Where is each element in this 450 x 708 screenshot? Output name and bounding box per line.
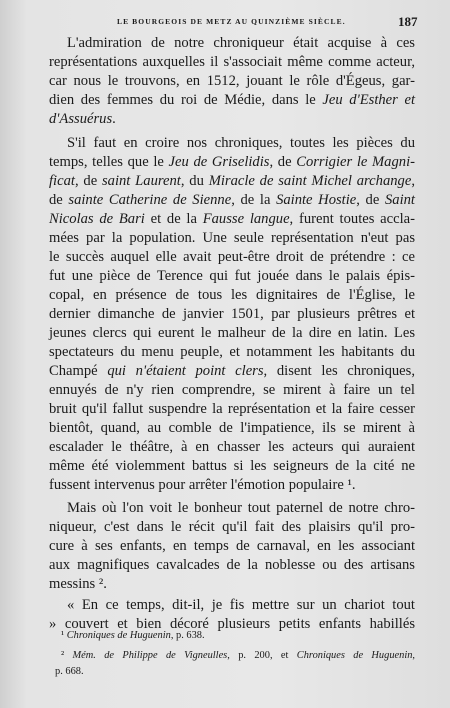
text-line: bruit qu'il fallut suspendre la représentation et la faire cesser (49, 401, 415, 417)
text-line: représentations auxquelles il s'associait même comme acteur, (49, 54, 415, 70)
text-line: » couvert et bien décoré plusieurs petits enfants habillés (49, 616, 415, 632)
page-header (0, 14, 450, 30)
text-line: même été violemment battus si les seigneurs de la cité ne (49, 458, 415, 474)
text-line: bientôt, quand, au comble de l'impatience, ils se mirent à (49, 420, 415, 436)
text-line: dernier dimanche de janvier 1501, par plusieurs prêtres et (49, 306, 415, 322)
text-line: ficat, de saint Laurent, du Miracle de saint Michel archange, (49, 173, 415, 189)
text-line: messins ². (49, 576, 107, 592)
text-line: d'Assuérus. (49, 111, 116, 127)
text-line: copal, en présence de tous les dignitaires de l'Église, le (49, 287, 415, 303)
running-head: LE BOURGEOIS DE METZ AU QUINZIÈME SIÈCLE. (117, 17, 346, 26)
footnote: ² Mém. de Philippe de Vigneulles, p. 200, et Chroniques de Huguenin, (61, 650, 416, 661)
text-line: escalader le théâtre, à en chasser les acteurs qui auraient (49, 439, 415, 455)
text-line: jeunes clercs qui eurent le malheur de la dire en latin. Les (49, 325, 415, 341)
text-line: Champé qui n'étaient point clers, disent les chroniques, (49, 363, 415, 379)
text-line: cure à ses enfants, en temps de carnaval, en les associant (49, 538, 415, 554)
text-line: temps, telles que le Jeu de Griselidis, de Corrigier le Magni- (49, 154, 415, 170)
footnote: ¹ Chroniques de Huguenin, p. 638. (61, 630, 205, 641)
text-line: car nous le trouvons, en 1512, jouant le rôle d'Égeus, gar- (49, 73, 415, 89)
text-line: S'il faut en croire nos chroniques, toutes les pièces du (67, 135, 415, 151)
footnote-continuation: p. 668. (55, 666, 84, 677)
text-line: « En ce temps, dit-il, je fis mettre sur un chariot tout (67, 597, 415, 613)
text-line: le succès auquel elle avait peut-être droit de prétendre : ce (49, 249, 415, 265)
text-line: mées par la population. Une seule représentation n'eut pas (49, 230, 415, 246)
text-line: Nicolas de Bari et de la Fausse langue, furent toutes accla- (49, 211, 415, 227)
text-line: niqueur, c'est dans le récit qu'il fait des plaisirs qu'il pro- (49, 519, 415, 535)
text-line: fussent intervenus pour arrêter l'émotion populaire ¹. (49, 477, 356, 493)
text-line: spectateurs du menu peuple, et notamment les habitants du (49, 344, 415, 360)
text-line: dien des femmes du roi de Médie, dans le Jeu d'Esther et (49, 92, 416, 108)
text-line: ennuyés de n'y rien comprendre, se mirent à faire un tel (49, 382, 415, 398)
text-line: de sainte Catherine de Sienne, de la Sainte Hostie, de Saint (49, 192, 415, 208)
text-line: aux magnifiques cavalcades de la noblesse ou des artisans (49, 557, 415, 573)
text-line: Mais où l'on voit le bonheur tout paternel de notre chro- (67, 500, 415, 516)
page-number: 187 (398, 14, 418, 29)
text-line: fut une pièce de Terence qui fut jouée dans le palais épis- (49, 268, 415, 284)
text-line: L'admiration de notre chroniqueur était acquise à ces (67, 35, 415, 51)
